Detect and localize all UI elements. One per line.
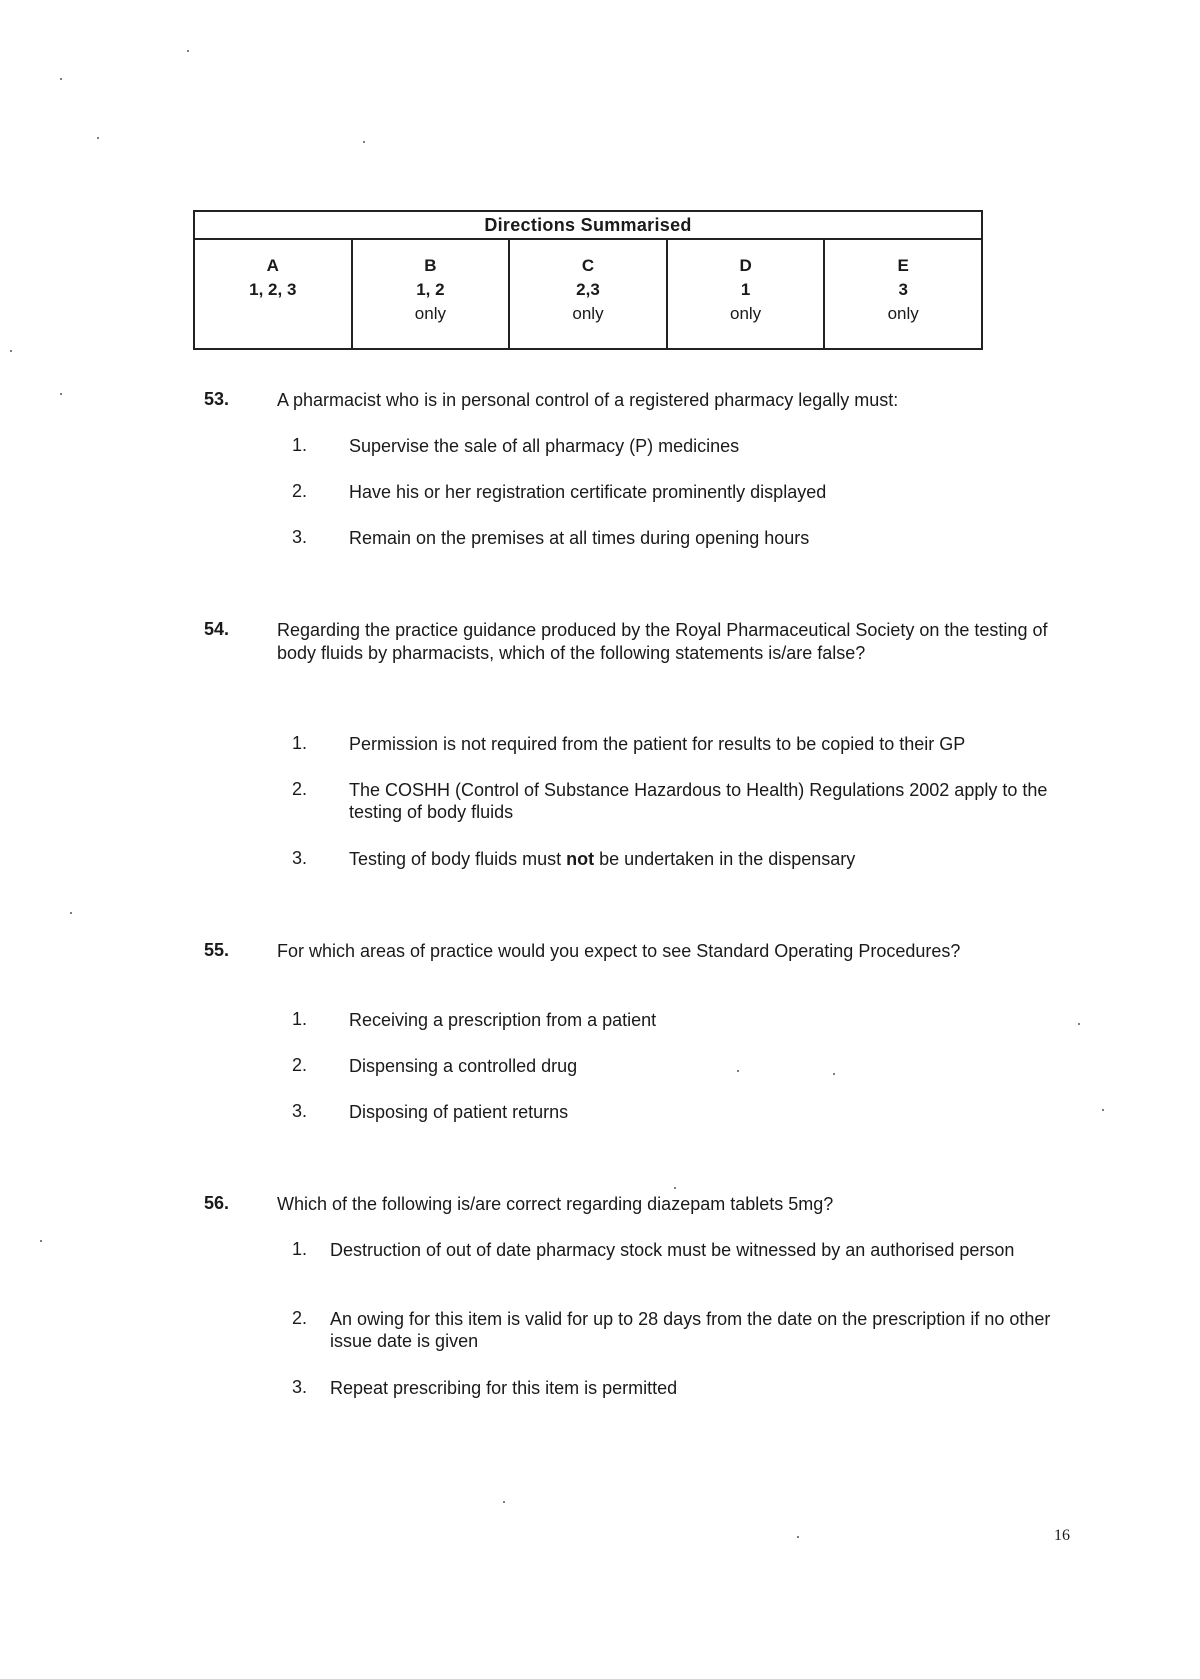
option-number: 2. [292, 779, 308, 799]
directions-column-a [195, 240, 353, 350]
scan-speck [60, 393, 62, 395]
scan-speck [70, 912, 72, 914]
column-only: only [729, 304, 762, 323]
question-number: 55. [204, 940, 230, 960]
column-only: only [414, 304, 446, 323]
option-text: Dispensing a controlled drug [349, 1056, 578, 1076]
column-only: only [887, 304, 919, 323]
column-letter: E [897, 256, 909, 275]
option-text: Destruction of out of date pharmacy stock must be witnessed by an authorised person [330, 1240, 1015, 1260]
option-text-emphasis: not [566, 849, 595, 869]
directions-table [193, 210, 983, 350]
column-letter: B [424, 256, 437, 275]
option-text: An owing for this item is valid for up to 28 days from the date on the prescription if no other issue date is given [330, 1309, 1051, 1351]
option-number: 1. [292, 1009, 308, 1029]
option-number: 2. [292, 1055, 308, 1075]
question-text: Regarding the practice guidance produced by the Royal Pharmaceutical Society on the testing of body fluids by pharmacists, which of the following statements is/are false? [277, 620, 1048, 663]
scan-speck [40, 1240, 42, 1242]
column-letter: C [581, 256, 595, 275]
column-numbers: 1, 2 [416, 280, 445, 299]
option-number: 2. [292, 1308, 308, 1328]
option-number: 3. [292, 527, 308, 547]
option-text: Have his or her registration certificate prominently displayed [349, 482, 827, 502]
option-text: Disposing of patient returns [349, 1102, 569, 1122]
column-numbers: 3 [898, 280, 908, 299]
option-number: 3. [292, 1377, 308, 1397]
column-letter: A [266, 256, 279, 275]
directions-title: Directions Summarised [195, 212, 981, 240]
scan-speck [797, 1536, 799, 1538]
column-numbers: 1, 2, 3 [249, 280, 297, 299]
scan-speck [1102, 1109, 1104, 1111]
scan-speck [674, 1187, 676, 1189]
question-text: Which of the following is/are correct regarding diazepam tablets 5mg? [277, 1194, 834, 1214]
scan-speck [503, 1501, 505, 1503]
option-number: 3. [292, 848, 308, 868]
option-text: Remain on the premises at all times during opening hours [349, 528, 810, 548]
option-text: The COSHH (Control of Substance Hazardous to Health) Regulations 2002 apply to the testing of body fluids [349, 780, 1048, 822]
question-number: 53. [204, 389, 230, 409]
directions-column-b [353, 240, 511, 350]
column-only: only [572, 304, 604, 323]
column-numbers: 1 [740, 280, 751, 299]
option-text: Supervise the sale of all pharmacy (P) medicines [349, 436, 740, 456]
directions-column-d [668, 240, 826, 350]
scan-speck [187, 50, 189, 52]
option-text: Receiving a prescription from a patient [349, 1010, 657, 1030]
scan-speck [10, 350, 12, 352]
option-number: 3. [292, 1101, 308, 1121]
option-number: 2. [292, 481, 308, 501]
question-number: 56. [204, 1193, 230, 1213]
option-number: 1. [292, 1239, 308, 1259]
directions-column-c [510, 240, 668, 350]
option-text: Permission is not required from the patient for results to be copied to their GP [349, 734, 966, 754]
question-text: For which areas of practice would you expect to see Standard Operating Procedures? [277, 941, 961, 961]
option-text-after: be undertaken in the dispensary [594, 849, 856, 869]
option-number: 1. [292, 435, 308, 455]
column-letter: D [739, 256, 752, 275]
page-number: 16 [1054, 1527, 1070, 1544]
column-numbers: 2,3 [576, 280, 600, 299]
scan-speck [60, 78, 62, 80]
scan-speck [363, 141, 365, 143]
scan-speck [97, 137, 99, 139]
option-text [349, 848, 1089, 870]
directions-column-e [825, 240, 981, 350]
option-number: 1. [292, 733, 308, 753]
question-text: A pharmacist who is in personal control of a registered pharmacy legally must: [277, 390, 899, 410]
option-text-before: Testing of body fluids must [349, 849, 567, 869]
option-text: Repeat prescribing for this item is permitted [330, 1378, 678, 1398]
question-number: 54. [204, 619, 230, 639]
directions-columns [195, 240, 981, 350]
